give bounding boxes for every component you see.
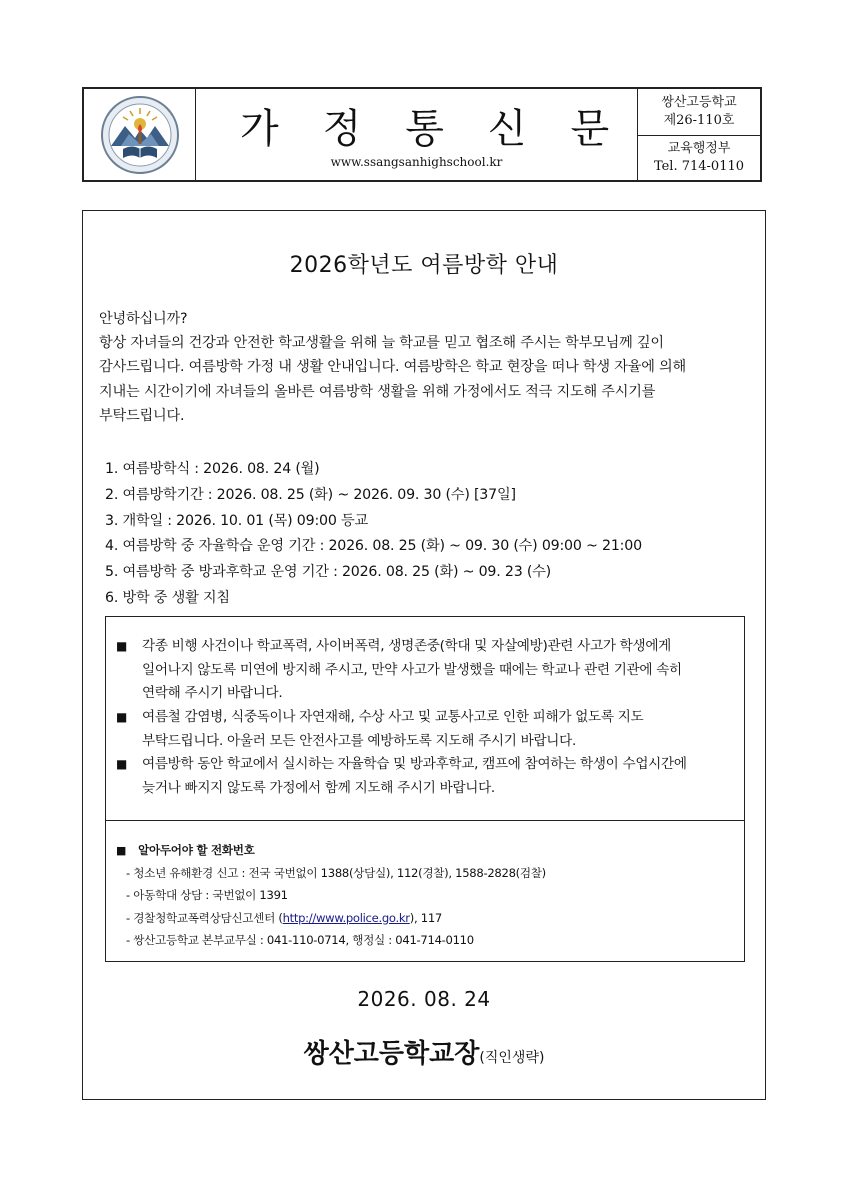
square-bullet-icon: ■ bbox=[116, 844, 127, 857]
issue-info-bottom bbox=[638, 136, 760, 180]
letter-header bbox=[82, 87, 762, 182]
phone-numbers-section bbox=[116, 839, 546, 951]
contact-row: - 청소년 유해환경 신고 : 전국 국번없이 1388(상담실), 112(경찰), 1588-2828(검찰) bbox=[126, 866, 546, 881]
square-bullet-icon: ■ bbox=[116, 710, 128, 724]
greeting: 안녕하십니까? bbox=[99, 311, 188, 327]
department-name: 교육행정부 bbox=[667, 141, 731, 156]
contact-row: - 쌍산고등학교 본부교무실 : 041-110-0714, 행정실 : 041-714-0110 bbox=[126, 932, 474, 947]
intro-line: 부탁드립니다. bbox=[99, 407, 185, 424]
contact-row: - 아동학대 상담 : 국번없이 1391 bbox=[126, 888, 288, 903]
guideline-line: 늦거나 빠지지 않도록 가정에서 함께 지도해 주시기 바랍니다. bbox=[142, 779, 495, 796]
issue-date: 2026. 08. 24 bbox=[357, 987, 491, 1011]
list-item: 4. 여름방학 중 자율학습 운영 기간 : 2026. 08. 25 (화) ~ 09. 30 (수) 09:00 ~ 21:00 bbox=[105, 538, 642, 555]
title-cell bbox=[196, 89, 654, 180]
principal-title: 쌍산고등학교장 bbox=[303, 1039, 480, 1069]
list-item: 3. 개학일 : 2026. 10. 01 (목) 09:00 등교 bbox=[105, 512, 369, 529]
issue-number: 제26-110호 bbox=[663, 113, 735, 128]
square-bullet-icon: ■ bbox=[116, 639, 128, 653]
school-emblem-logo bbox=[99, 94, 181, 176]
police-website-link[interactable]: http://www.police.go.kr bbox=[282, 910, 410, 925]
guideline-line: 여름방학 동안 학교에서 실시하는 자율학습 및 방과후학교, 캠프에 참여하는 학생이 수업시간에 bbox=[142, 756, 687, 772]
guideline-item bbox=[116, 753, 736, 800]
document-title: 2026학년도 여름방학 안내 bbox=[289, 253, 559, 278]
guideline-line: 일어나지 않도록 미연에 방지해 주시고, 만약 사고가 발생했을 때에는 학교나 관련 기관에 속히 bbox=[142, 661, 682, 678]
guideline-line: 부탁드립니다. 아울러 모든 안전사고를 예방하도록 지도해 주시기 바랍니다. bbox=[142, 732, 576, 749]
list-item: 1. 여름방학식 : 2026. 08. 24 (월) bbox=[105, 461, 320, 477]
school-website: www.ssangsanhighschool.kr bbox=[330, 155, 503, 169]
intro-paragraph bbox=[99, 307, 763, 428]
schedule-list bbox=[105, 457, 642, 612]
phone-numbers-heading bbox=[116, 839, 546, 862]
letter-title: 가정통신문 bbox=[240, 106, 654, 152]
list-item: 5. 여름방학 중 방과후학교 운영 기간 : 2026. 08. 25 (화) ~ 09. 23 (수) bbox=[105, 564, 552, 581]
logo-cell bbox=[84, 89, 196, 180]
signature-line bbox=[83, 1033, 765, 1070]
guideline-line: 여름철 감염병, 식중독이나 자연재해, 수상 사고 및 교통사고로 인한 피해가 없도록 지도 bbox=[142, 709, 644, 725]
guideline-line: 연락해 주시기 바랍니다. bbox=[142, 685, 283, 702]
contact-row-prefix: - 경찰청학교폭력상담신고센터 ( bbox=[126, 910, 283, 925]
contact-row bbox=[116, 907, 546, 929]
issue-info-top bbox=[638, 89, 760, 136]
list-item: 6. 방학 중 생활 지침 bbox=[105, 589, 230, 606]
guidelines-box bbox=[105, 616, 745, 962]
square-bullet-icon: ■ bbox=[116, 757, 128, 771]
seal-omitted-note: (직인생략) bbox=[479, 1050, 545, 1066]
intro-line: 항상 자녀들의 건강과 안전한 학교생활을 위해 늘 학교를 믿고 협조해 주시는 학부모님께 깊이 bbox=[99, 335, 664, 352]
department-phone: Tel. 714-0110 bbox=[653, 159, 745, 174]
guideline-item bbox=[116, 706, 736, 753]
intro-line: 감사드립니다. 여름방학 가정 내 생활 안내입니다. 여름방학은 학교 현장을 떠나 학생 자율에 의해 bbox=[99, 359, 687, 376]
document-body bbox=[82, 210, 766, 1100]
issue-info-cell bbox=[638, 89, 760, 180]
intro-line: 지내는 시간이기에 자녀들의 올바른 여름방학 생활을 위해 가정에서도 적극 지도해 주시기를 bbox=[99, 383, 656, 400]
guidelines-section bbox=[106, 617, 744, 821]
contact-row-suffix: ), 117 bbox=[409, 910, 442, 925]
guideline-line: 각종 비행 사건이나 학교폭력, 사이버폭력, 생명존중(학대 및 자살예방)관련 사고가 학생에게 bbox=[142, 638, 672, 654]
list-item: 2. 여름방학기간 : 2026. 08. 25 (화) ~ 2026. 09. 30 (수) [37일] bbox=[105, 486, 516, 503]
guideline-item bbox=[116, 635, 736, 706]
phone-numbers-heading-text: 알아두어야 할 전화번호 bbox=[138, 843, 255, 857]
school-name: 쌍산고등학교 bbox=[661, 95, 737, 110]
